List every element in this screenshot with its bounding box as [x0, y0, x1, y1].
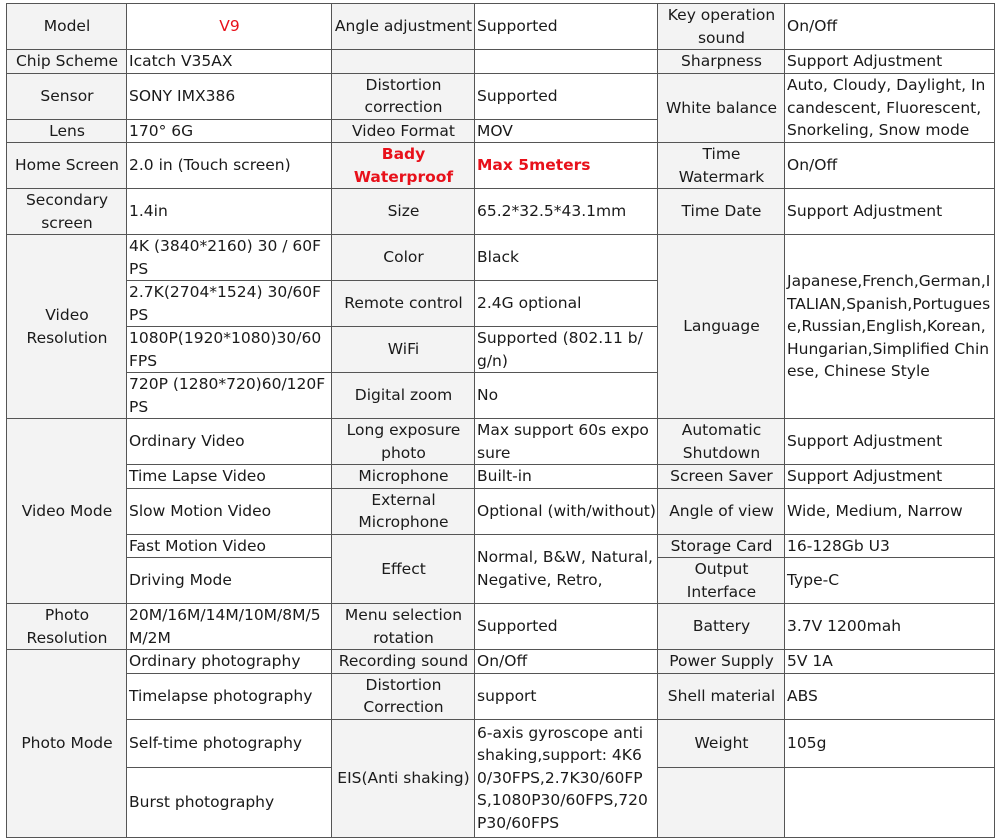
size-value: 65.2*32.5*43.1mm	[475, 189, 658, 235]
photo-mode-value: Self-time photography	[127, 719, 332, 767]
model-value: V9	[127, 4, 332, 50]
sharpness-label: Sharpness	[658, 50, 785, 74]
key-sound-label: Key operation sound	[658, 4, 785, 50]
size-label: Size	[332, 189, 475, 235]
video-mode-value: Slow Motion Video	[127, 488, 332, 534]
sensor-value: SONY IMX386	[127, 73, 332, 119]
effect-label: Effect	[332, 534, 475, 604]
photo-mode-value: Burst photography	[127, 767, 332, 837]
battery-value: 3.7V 1200mah	[785, 604, 995, 650]
remote-control-value: 2.4G optional	[475, 281, 658, 327]
external-mic-value: Optional (with/without)	[475, 488, 658, 534]
wifi-label: WiFi	[332, 327, 475, 373]
photo-resolution-label: Photo Resolution	[7, 604, 127, 650]
photo-mode-value: Ordinary photography	[127, 650, 332, 674]
white-balance-value: Auto, Cloudy, Daylight, Incandescent, Fluorescent, Snorkeling, Snow mode	[785, 73, 995, 143]
digital-zoom-label: Digital zoom	[332, 373, 475, 419]
auto-shutdown-label: Automatic Shutdown	[658, 419, 785, 465]
time-watermark-value: On/Off	[785, 143, 995, 189]
wifi-value: Supported (802.11 b/g/n)	[475, 327, 658, 373]
empty-cell	[332, 50, 475, 74]
effect-value: Normal, B&W, Natural, Negative, Retro,	[475, 534, 658, 604]
model-label: Model	[7, 4, 127, 50]
color-label: Color	[332, 235, 475, 281]
output-interface-label: Output Interface	[658, 558, 785, 604]
video-resolution-label: Video Resolution	[7, 235, 127, 419]
video-resolution-value: 4K (3840*2160) 30 / 60FPS	[127, 235, 332, 281]
lens-label: Lens	[7, 119, 127, 143]
shell-material-value: ABS	[785, 673, 995, 719]
secondary-screen-label: Secondary screen	[7, 189, 127, 235]
video-resolution-value: 720P (1280*720)60/120FPS	[127, 373, 332, 419]
chip-label: Chip Scheme	[7, 50, 127, 74]
eis-value: 6-axis gyroscope anti shaking,support: 4K60/30FPS,2.7K30/60FPS,1080P30/60FPS,720P30/60FPS	[475, 719, 658, 837]
home-screen-value: 2.0 in (Touch screen)	[127, 143, 332, 189]
color-value: Black	[475, 235, 658, 281]
white-balance-label: White balance	[658, 73, 785, 143]
menu-rotation-value: Supported	[475, 604, 658, 650]
photo-mode-value: Timelapse photography	[127, 673, 332, 719]
video-mode-value: Time Lapse Video	[127, 465, 332, 489]
screen-saver-label: Screen Saver	[658, 465, 785, 489]
lens-value: 170° 6G	[127, 119, 332, 143]
screen-saver-value: Support Adjustment	[785, 465, 995, 489]
distortion-correction-label: Distortion Correction	[332, 673, 475, 719]
shell-material-label: Shell material	[658, 673, 785, 719]
angle-of-view-value: Wide, Medium, Narrow	[785, 488, 995, 534]
photo-resolution-value: 20M/16M/14M/10M/8M/5M/2M	[127, 604, 332, 650]
photo-mode-label: Photo Mode	[7, 650, 127, 838]
waterproof-value: Max 5meters	[475, 143, 658, 189]
recording-sound-label: Recording sound	[332, 650, 475, 674]
home-screen-label: Home Screen	[7, 143, 127, 189]
battery-label: Battery	[658, 604, 785, 650]
distortion-correction-value: support	[475, 673, 658, 719]
video-mode-value: Ordinary Video	[127, 419, 332, 465]
angle-adjustment-label: Angle adjustment	[332, 4, 475, 50]
angle-adjustment-value: Supported	[475, 4, 658, 50]
empty-cell	[475, 50, 658, 74]
chip-value: Icatch V35AX	[127, 50, 332, 74]
weight-value: 105g	[785, 719, 995, 767]
weight-label: Weight	[658, 719, 785, 767]
microphone-label: Microphone	[332, 465, 475, 489]
spec-table	[6, 3, 995, 838]
time-watermark-label: Time Watermark	[658, 143, 785, 189]
external-mic-label: External Microphone	[332, 488, 475, 534]
language-label: Language	[658, 235, 785, 419]
auto-shutdown-value: Support Adjustment	[785, 419, 995, 465]
power-supply-label: Power Supply	[658, 650, 785, 674]
storage-card-label: Storage Card	[658, 534, 785, 558]
microphone-value: Built-in	[475, 465, 658, 489]
digital-zoom-value: No	[475, 373, 658, 419]
long-exposure-label: Long exposure photo	[332, 419, 475, 465]
eis-label: EIS(Anti shaking)	[332, 719, 475, 837]
video-format-value: MOV	[475, 119, 658, 143]
output-interface-value: Type-C	[785, 558, 995, 604]
secondary-screen-value: 1.4in	[127, 189, 332, 235]
remote-control-label: Remote control	[332, 281, 475, 327]
power-supply-value: 5V 1A	[785, 650, 995, 674]
menu-rotation-label: Menu selection rotation	[332, 604, 475, 650]
key-sound-value: On/Off	[785, 4, 995, 50]
storage-card-value: 16-128Gb U3	[785, 534, 995, 558]
video-mode-value: Fast Motion Video	[127, 534, 332, 558]
long-exposure-value: Max support 60s exposure	[475, 419, 658, 465]
time-date-value: Support Adjustment	[785, 189, 995, 235]
video-resolution-value: 2.7K(2704*1524) 30/60FPS	[127, 281, 332, 327]
video-format-label: Video Format	[332, 119, 475, 143]
sensor-label: Sensor	[7, 73, 127, 119]
empty-cell	[658, 767, 785, 837]
language-value: Japanese,French,German,ITALIAN,Spanish,Portuguese,Russian,English,Korean,Hungarian,Simplified Chinese, Chinese Style	[785, 235, 995, 419]
video-resolution-value: 1080P(1920*1080)30/60FPS	[127, 327, 332, 373]
waterproof-label: Bady Waterproof	[332, 143, 475, 189]
angle-of-view-label: Angle of view	[658, 488, 785, 534]
video-mode-label: Video Mode	[7, 419, 127, 604]
distortion-label: Distortion correction	[332, 73, 475, 119]
recording-sound-value: On/Off	[475, 650, 658, 674]
sharpness-value: Support Adjustment	[785, 50, 995, 74]
time-date-label: Time Date	[658, 189, 785, 235]
video-mode-value: Driving Mode	[127, 558, 332, 604]
empty-cell	[785, 767, 995, 837]
distortion-value: Supported	[475, 73, 658, 119]
